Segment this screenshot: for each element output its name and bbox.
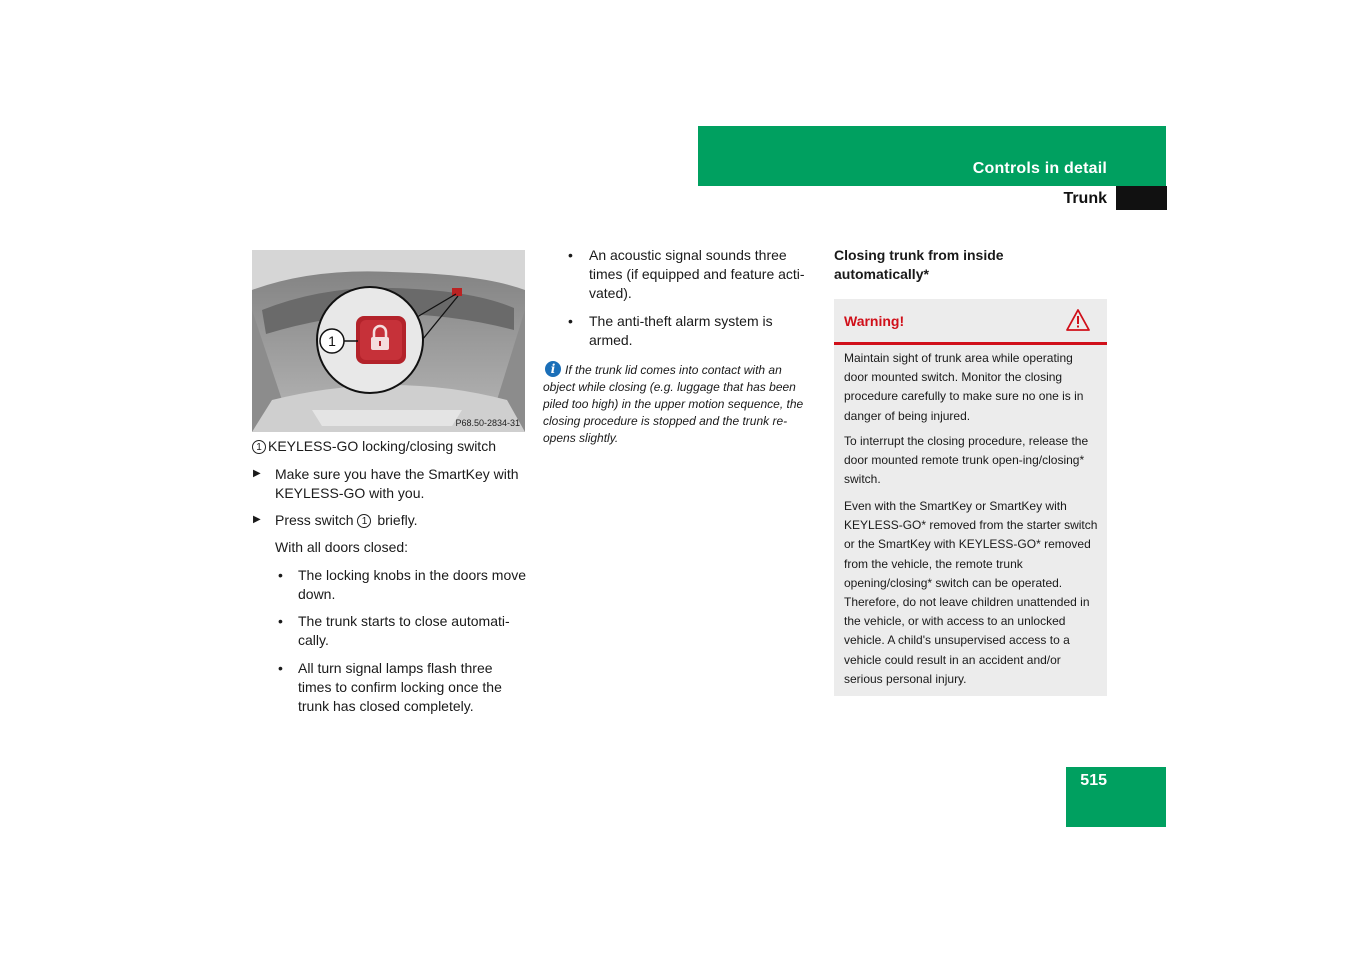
bullet-dot: •	[278, 660, 283, 676]
step-2: Press switch 1 briefly.	[275, 512, 418, 528]
warning-title: Warning!	[844, 313, 905, 329]
warning-paragraph: Maintain sight of trunk area while operating door mounted switch. Monitor the closing procedure carefully to make sure no one is in danger of being injured.	[844, 351, 1084, 423]
conditions-intro: With all doors closed:	[275, 539, 409, 555]
page-number: 515	[1080, 772, 1107, 789]
bullet-arrow-icon: ▶	[253, 468, 261, 479]
bullet-dot: •	[278, 613, 283, 629]
list-item: The trunk starts to close automati-cally.	[298, 613, 510, 648]
bullet-dot: •	[568, 247, 573, 263]
list-item: The locking knobs in the doors move down.	[298, 567, 527, 602]
bullet-dot: •	[278, 567, 283, 583]
section-title: Controls in detail	[972, 160, 1107, 177]
list-item: An acoustic signal sounds three times (if equipped and feature acti-vated).	[589, 247, 805, 301]
bullet-arrow-icon: ▶	[253, 514, 261, 525]
list-item: The anti-theft alarm system is armed.	[589, 313, 773, 348]
subsection-title: Trunk	[1063, 190, 1107, 207]
callout-badge: 1	[357, 514, 371, 528]
figure-caption: 1 KEYLESS-GO locking/closing switch	[252, 437, 527, 456]
info-icon: i	[545, 361, 561, 377]
callout-badge: 1	[252, 440, 266, 454]
subsection-marker	[1116, 186, 1167, 210]
warning-triangle-icon	[1065, 308, 1091, 337]
section-heading: Closing trunk from inside automatically*	[834, 247, 1004, 282]
warning-paragraph: Even with the SmartKey or SmartKey with KEYLESS-GO* removed from the starter switch or the SmartKey with KEYLESS-GO* removed from the vehicle, the remote trunk opening/closing* switch can be operated. Therefore, do not leave children unattended in the vehicle, or with access to an unlocked vehicle. A child's unsupervised access to a vehicle could result in an accident and/or serious personal injury.	[844, 499, 1098, 686]
trunk-figure	[252, 250, 525, 432]
warning-paragraph: To interrupt the closing procedure, release the door mounted remote trunk open-ing/closing* switch.	[844, 434, 1089, 487]
bullet-dot: •	[568, 313, 573, 329]
info-note: If the trunk lid comes into contact with an object while closing (e.g. luggage that has been piled too high) in the upper motion sequence, the closing procedure is stopped and the trunk re-opens slightly.	[543, 363, 804, 445]
warning-divider	[834, 342, 1107, 345]
list-item: All turn signal lamps flash three times to confirm locking once the trunk has closed completely.	[298, 660, 502, 714]
figure-callout: 1	[328, 333, 336, 349]
figure-code: P68.50-2834-31	[455, 418, 520, 428]
step-1: Make sure you have the SmartKey with KEYLESS-GO with you.	[275, 466, 519, 501]
